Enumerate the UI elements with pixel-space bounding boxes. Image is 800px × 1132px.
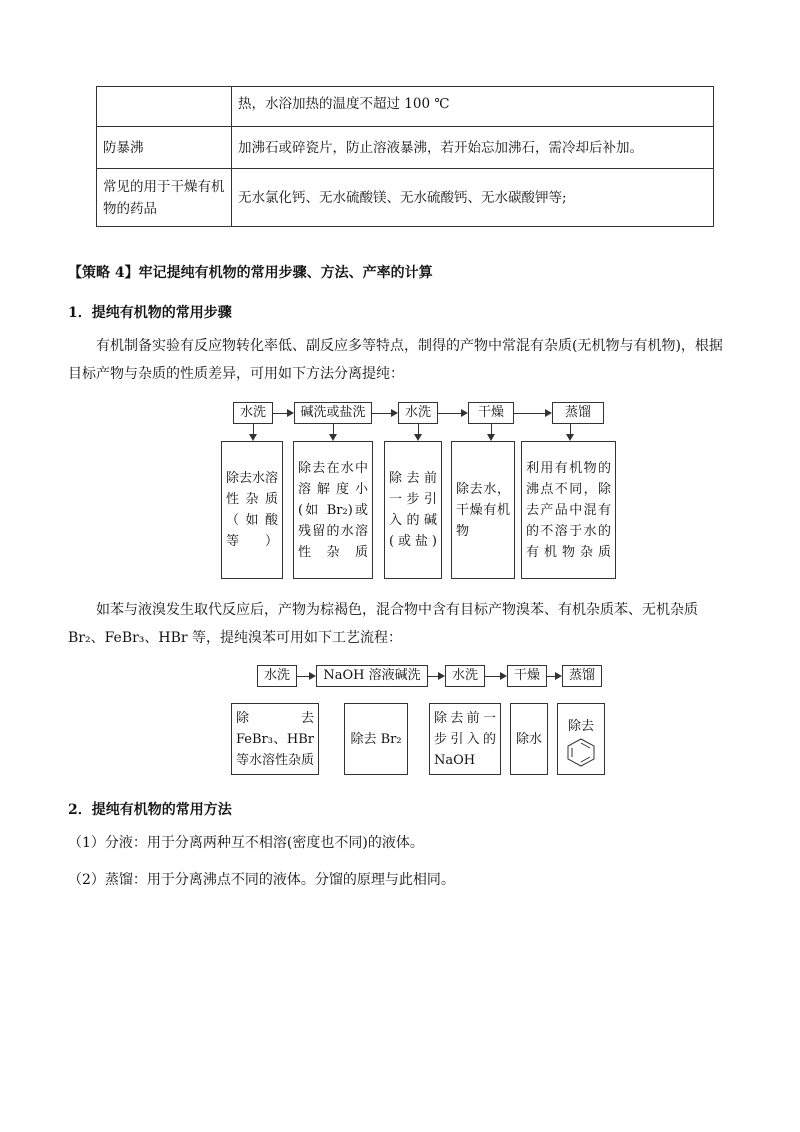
method-item: （1）分液：用于分离两种互不相溶(密度也不同)的液体。 xyxy=(68,835,424,851)
flow-detail-box xyxy=(384,441,442,579)
arrow-down-icon xyxy=(414,434,422,441)
table-row xyxy=(97,127,714,169)
arrow-right-icon xyxy=(438,672,445,680)
flow-connector xyxy=(297,676,309,677)
flow-connector xyxy=(514,413,545,414)
arrow-right-icon xyxy=(391,409,398,417)
arrow-down-icon xyxy=(249,434,257,441)
arrow-down-icon xyxy=(329,434,337,441)
flow-detail-text: 除水 xyxy=(515,731,542,747)
flow-detail-text: 利用有机物的沸点不同，除去产品中混有的不溶于水的有机物杂质 xyxy=(526,460,611,560)
flow-detail-text: 除去 FeBr₃、HBr 等水溶性杂质 xyxy=(236,710,315,768)
flow-step-wash: 水洗 xyxy=(233,402,273,424)
paragraph-intro: 有机制备实验有反应物转化率低、副反应多等特点，制得的产物中常混有杂质(无机物与有机物)，根据目标产物与杂质的性质差异，可用如下方法分离提纯： xyxy=(68,338,723,382)
paragraph-example: 如苯与液溴发生取代反应后，产物为棕褐色，混合物中含有目标产物溴苯、有机杂质苯、无机杂质 Br₂、FeBr₃、HBr 等，提纯溴苯可用如下工艺流程： xyxy=(68,602,698,646)
strategy-heading: 【策略 4】牢记提纯有机物的常用步骤、方法、产率的计算 xyxy=(68,265,433,281)
flow-step-distill: 蒸馏 xyxy=(552,402,604,424)
arrow-right-icon xyxy=(309,672,316,680)
flow-detail-text: 除去在水中溶解度小(如 Br₂)或残留的水溶性杂质 xyxy=(298,460,368,560)
table-cell-label: 防暴沸 xyxy=(97,127,232,169)
arrow-down-icon xyxy=(566,434,574,441)
flow-detail-text: 除去 Br₂ xyxy=(350,731,402,747)
flow-step-dry: 干燥 xyxy=(468,402,514,424)
arrow-down-icon xyxy=(487,434,495,441)
flow-connector xyxy=(438,413,461,414)
flow-connector xyxy=(428,676,438,677)
arrow-right-icon xyxy=(545,409,552,417)
table-cell-value: 无水氯化钙、无水硫酸镁、无水硫酸钙、无水碳酸钾等; xyxy=(232,169,714,227)
flow-step-wash-2: 水洗 xyxy=(398,402,438,424)
flow-connector xyxy=(372,413,391,414)
flow-step-distill: 蒸馏 xyxy=(562,665,602,687)
flow-step-naoh-wash: NaOH 溶液碱洗 xyxy=(316,665,428,687)
flow-step-alkali-wash: 碱洗或盐洗 xyxy=(294,402,372,424)
method-item: （2）蒸馏：用于分离沸点不同的液体。分馏的原理与此相同。 xyxy=(68,872,455,888)
flow-detail-text: 除去前一步引入的碱(或盐) xyxy=(389,471,437,549)
properties-table xyxy=(96,86,714,227)
flow-detail-box xyxy=(221,441,283,579)
flow-detail-text: 除去前一步引入的 NaOH xyxy=(434,710,496,768)
flow-connector xyxy=(273,413,287,414)
table-cell-value: 热，水浴加热的温度不超过 100 ℃ xyxy=(232,87,714,127)
flow-connector xyxy=(485,676,500,677)
section-heading-steps: 1．提纯有机物的常用步骤 xyxy=(68,305,232,321)
flow-detail-box xyxy=(429,703,501,775)
section-heading-methods: 2．提纯有机物的常用方法 xyxy=(68,802,232,818)
flow-detail-box xyxy=(521,441,616,579)
arrow-right-icon xyxy=(500,672,507,680)
table-row xyxy=(97,87,714,127)
table-row xyxy=(97,169,714,227)
flow-detail-box xyxy=(231,703,319,775)
arrow-right-icon xyxy=(287,409,294,417)
table-cell-label xyxy=(97,87,232,127)
table-cell-label: 常见的用于干燥有机物的药品 xyxy=(97,169,232,227)
flow-step-wash-2: 水洗 xyxy=(445,665,485,687)
table-cell-value: 加沸石或碎瓷片，防止溶液暴沸，若开始忘加沸石，需冷却后补加。 xyxy=(232,127,714,169)
flow-detail-box xyxy=(557,703,605,775)
flow-step-wash: 水洗 xyxy=(257,665,297,687)
flow-detail-text: 除去水溶性杂质（如酸等） xyxy=(226,471,279,549)
flow-detail-box xyxy=(293,441,373,579)
flow-detail-box xyxy=(344,703,408,775)
benzene-ring-icon xyxy=(565,737,597,767)
flow-detail-text: 除去水，干燥有机物 xyxy=(456,481,510,539)
flow-connector xyxy=(547,676,555,677)
flow-detail-text: 除去 xyxy=(567,718,594,734)
flow-detail-box xyxy=(451,441,515,579)
flow-step-dry: 干燥 xyxy=(507,665,547,687)
arrow-right-icon xyxy=(555,672,562,680)
flow-detail-box xyxy=(510,703,548,775)
arrow-right-icon xyxy=(461,409,468,417)
